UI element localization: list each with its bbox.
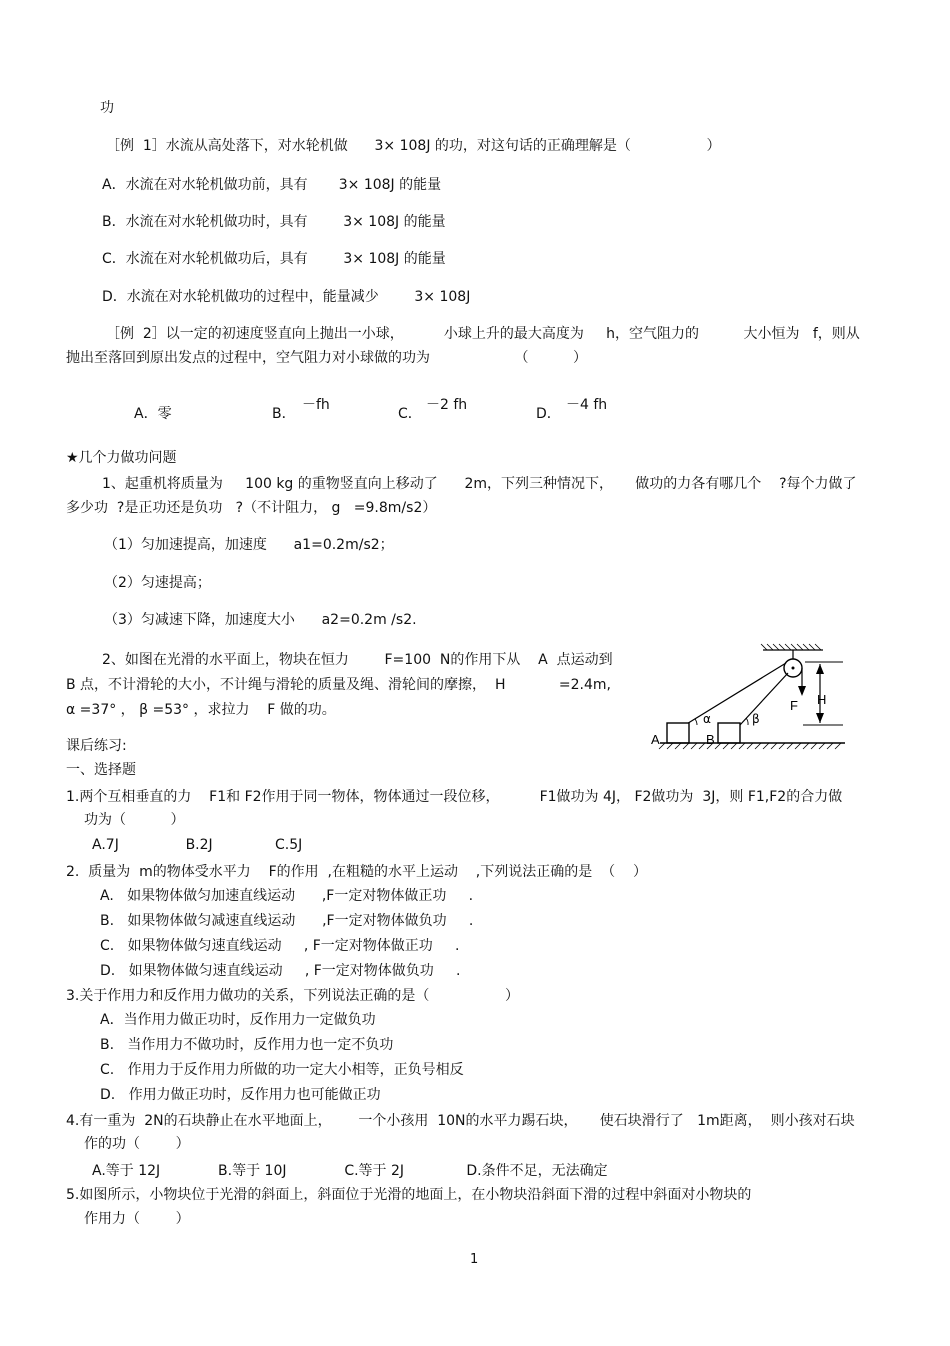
option-b: B．	[272, 406, 296, 422]
text-line: 1、起重机将质量为 100 kg 的重物竖直向上移动了 2m，下列三种情况下， 做功的力各有哪几个 ?每个力做了	[102, 476, 857, 492]
option-line: D. 如果物体做匀速直线运动 , F一定对物体做负功 .	[100, 963, 461, 979]
option-line: B．水流在对水轮机做功时，具有 3× 108J 的能量	[102, 214, 446, 230]
section-heading: 课后练习:	[66, 738, 127, 754]
question-line: 2. 质量为 m的物体受水平力 F的作用 ,在粗糙的水平上运动 ,下列说法正确的是 （ ）	[66, 864, 647, 880]
option-line: A.等于 12J B.等于 10J C.等于 2J D.条件不足，无法确定	[92, 1163, 608, 1179]
label-a: A	[651, 732, 660, 747]
text-line: α =37° ， β =53° ，求拉力 F 做的功。	[66, 702, 336, 718]
text-line: 2、如图在光滑的水平面上，物块在恒力 F=100 N的作用下从 A 点运动到	[102, 652, 613, 668]
option-line: C．水流在对水轮机做功后，具有 3× 108J 的能量	[102, 251, 446, 267]
label-b: B	[706, 732, 715, 747]
option-line: B. 当作用力不做功时，反作用力也一定不负功	[100, 1037, 394, 1053]
text-line: ［例 1］水流从高处落下，对水轮机做 3× 108J 的功，对这句话的正确理解是（ ）	[106, 138, 721, 154]
text-line: 多少功 ?是正功还是负功 ?（不计阻力， g =9.8m/s2）	[66, 500, 437, 516]
option-line: D. 作用力做正功时，反作用力也可能做正功	[100, 1087, 381, 1103]
question-line: 3.关于作用力和反作用力做功的关系，下列说法正确的是（ ）	[66, 988, 520, 1004]
text-line: 功	[100, 100, 114, 116]
option-line: A.7J B.2J C.5J	[92, 837, 303, 853]
option-line: B. 如果物体做匀减速直线运动 ,F一定对物体做负功 .	[100, 913, 474, 929]
text-line: （1）匀加速提高，加速度 a1=0.2m/s2；	[104, 537, 394, 553]
question-line: 1.两个互相垂直的力 F1和 F2作用于同一物体，物体通过一段位移， F1做功为 4J， F2做功为 3J，则 F1,F2的合力做	[66, 789, 843, 805]
label-beta: β	[752, 712, 760, 726]
label-alpha: α	[703, 712, 711, 726]
option-c-value: －2 fh	[426, 397, 468, 413]
option-d-value: －4 fh	[566, 397, 608, 413]
question-line: 功为（ ）	[84, 812, 185, 828]
option-line: A．当作用力做正功时，反作用力一定做负功	[100, 1012, 376, 1028]
label-h: H	[817, 692, 827, 707]
option-d: D．	[536, 406, 561, 422]
option-c: C．	[398, 406, 422, 422]
label-f: F	[790, 698, 798, 713]
option-line: C. 如果物体做匀速直线运动 , F一定对物体做正功 .	[100, 938, 460, 954]
question-line: 作的功（ ）	[84, 1136, 190, 1152]
option-line: A．水流在对水轮机做功前，具有 3× 108J 的能量	[102, 177, 442, 193]
text-line: 抛出至落回到原出发点的过程中，空气阻力对小球做的功为 （ ）	[66, 350, 588, 366]
question-line: 4.有一重为 2N的石块静止在水平地面上， 一个小孩用 10N的水平力踢石块， 使石块滑行了 1m距离， 则小孩对石块	[66, 1113, 855, 1129]
page-number: 1	[470, 1252, 479, 1267]
option-a: A．零	[134, 406, 172, 422]
section-heading: ★几个力做功问题	[66, 450, 177, 466]
text-line: （3）匀减速下降，加速度大小 a2=0.2m /s2.	[104, 612, 417, 628]
text-line: ［例 2］以一定的初速度竖直向上抛出一小球， 小球上升的最大高度为 h，空气阻力的 大小恒为 f，则从	[106, 326, 860, 342]
question-line: 5.如图所示，小物块位于光滑的斜面上，斜面位于光滑的地面上，在小物块沿斜面下滑的过程中斜面对小物块的	[66, 1187, 752, 1203]
option-b-value: －fh	[302, 397, 330, 413]
question-line: 作用力（ ）	[84, 1211, 190, 1227]
option-line: A. 如果物体做匀加速直线运动 ,F一定对物体做正功 .	[100, 888, 474, 904]
section-heading: 一、选择题	[66, 762, 136, 778]
option-line: D．水流在对水轮机做功的过程中，能量减少 3× 108J	[102, 289, 471, 305]
pulley-diagram	[645, 640, 850, 755]
text-line: （2）匀速提高；	[104, 575, 211, 591]
option-line: C. 作用力于反作用力所做的功一定大小相等，正负号相反	[100, 1062, 464, 1078]
text-line: B 点，不计滑轮的大小，不计绳与滑轮的质量及绳、滑轮间的摩擦， H =2.4m,	[66, 677, 611, 693]
